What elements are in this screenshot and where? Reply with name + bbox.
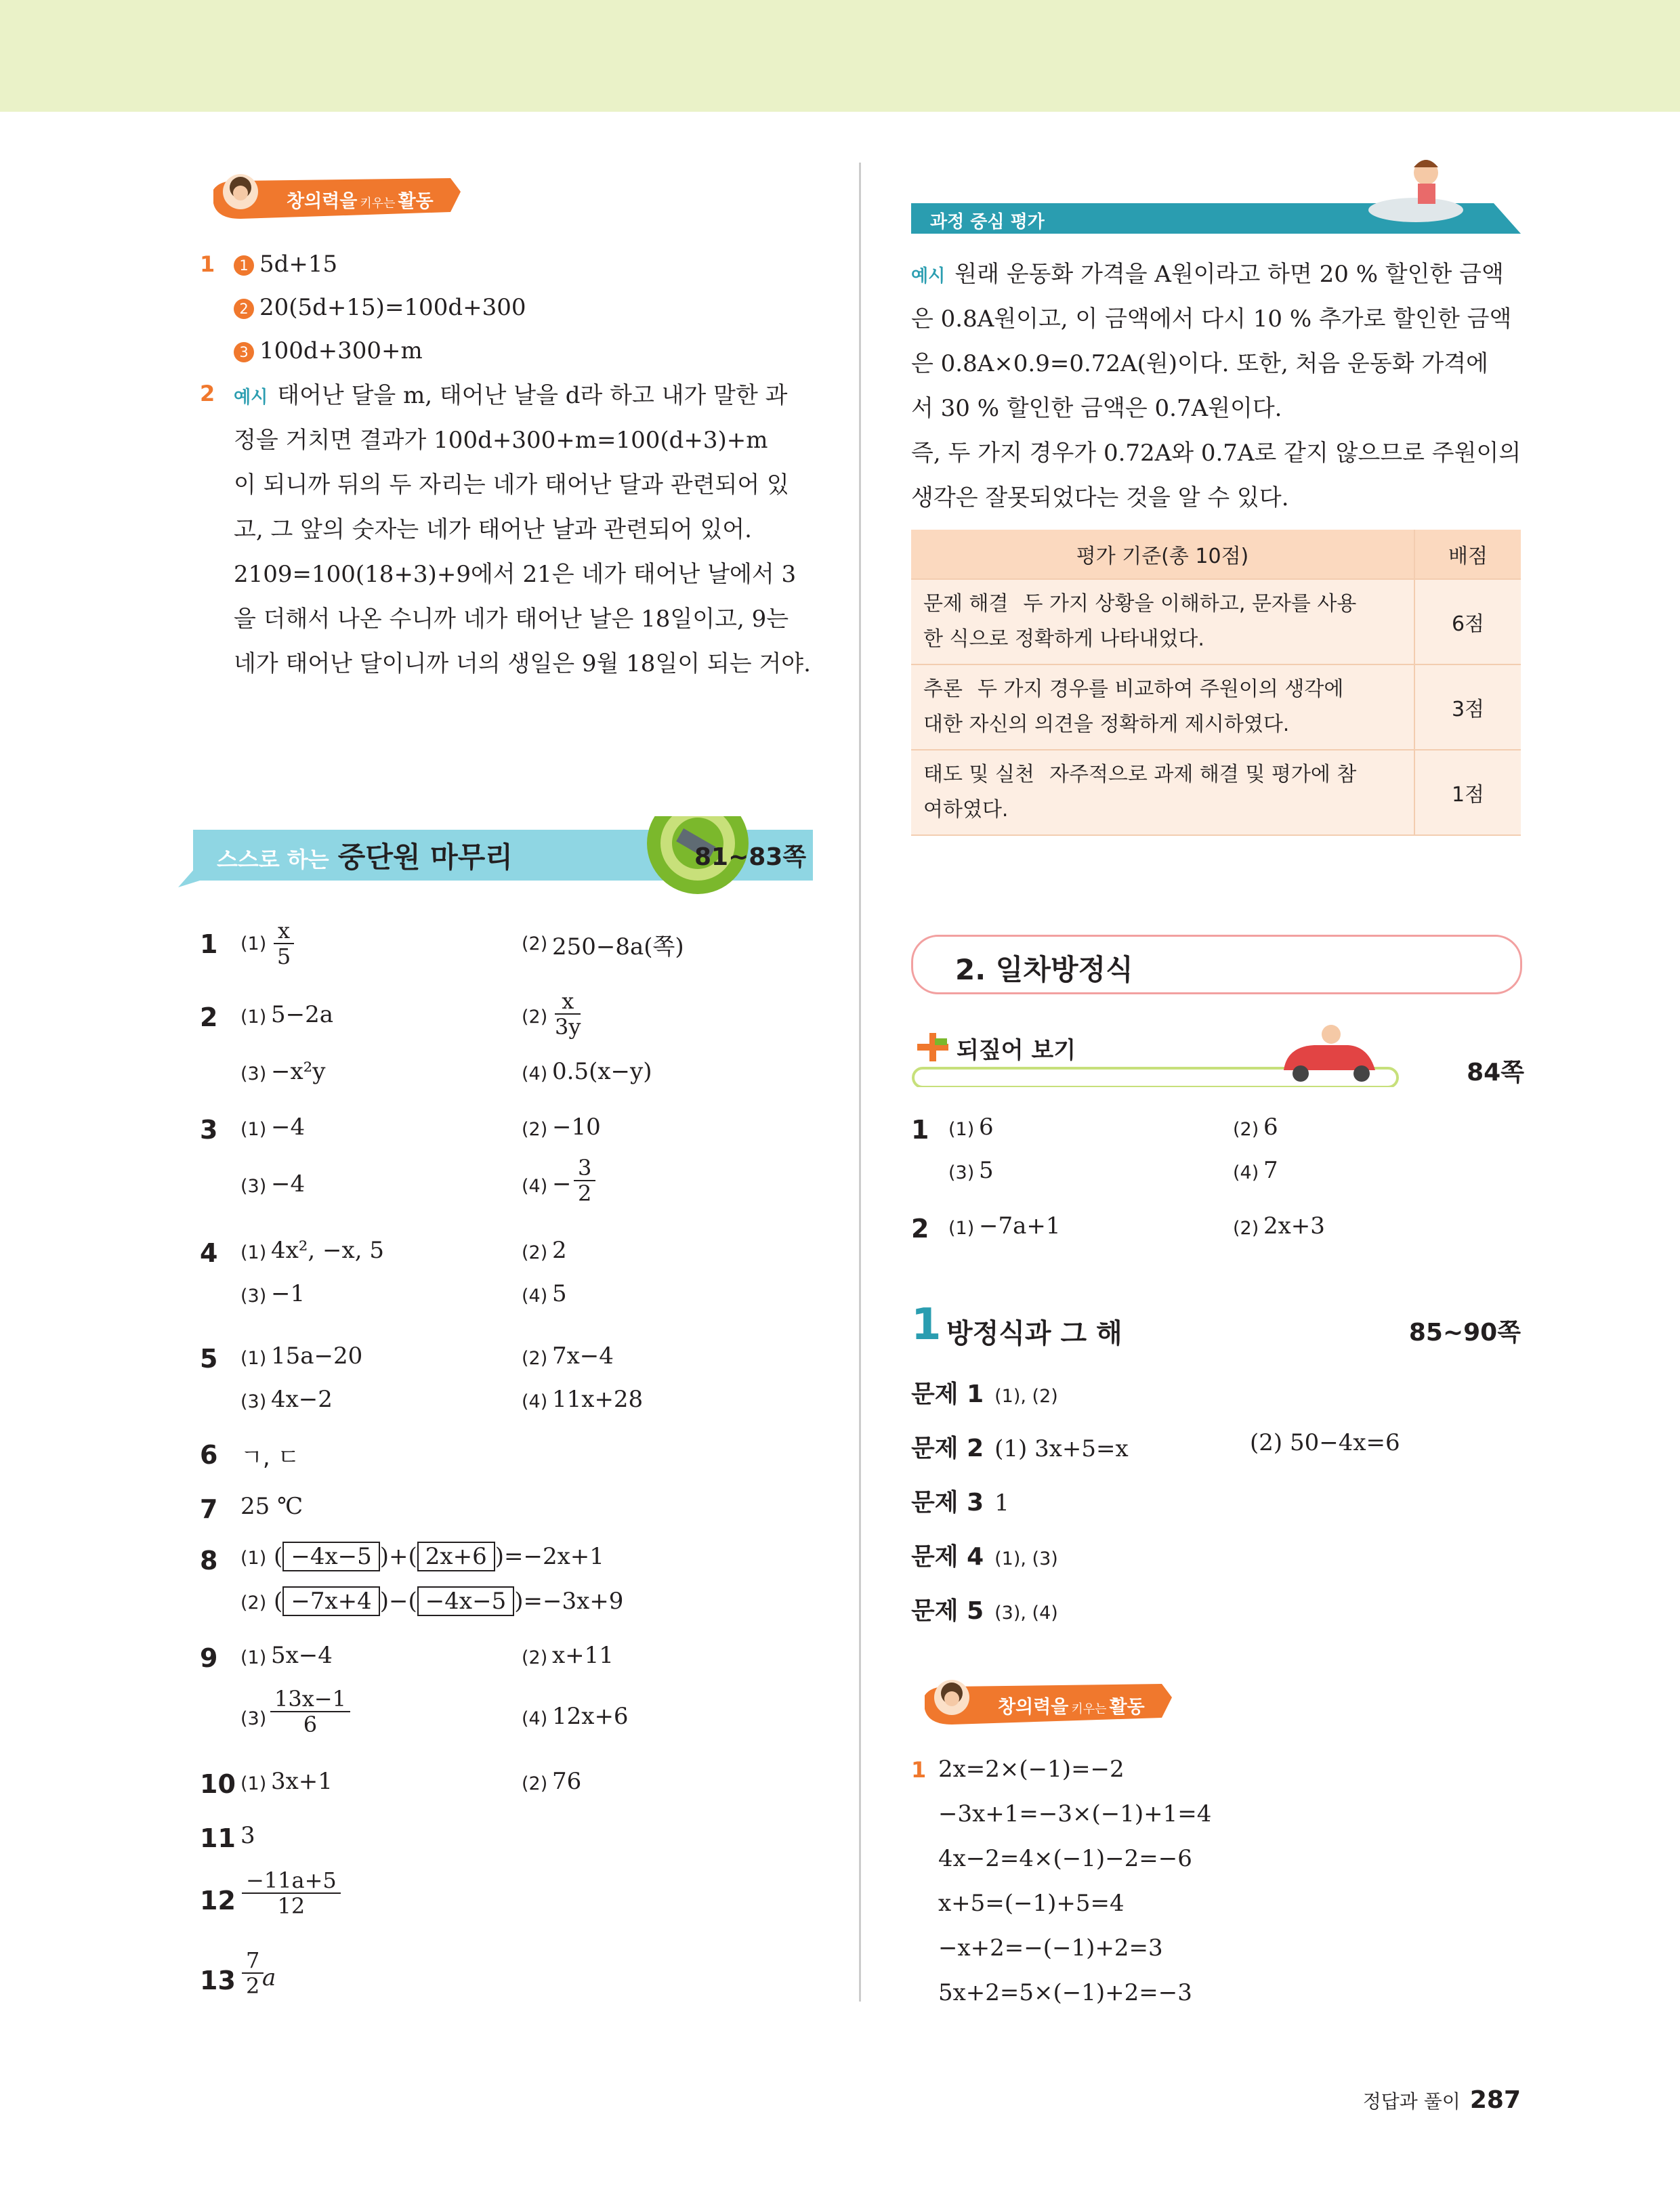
criteria-line: 여하였다. bbox=[923, 798, 1009, 822]
problem-label: 문제 2 bbox=[911, 1435, 984, 1462]
variable: a bbox=[262, 1964, 276, 1991]
criteria-line: 자주적으로 과제 해결 및 평가에 참 bbox=[1049, 763, 1357, 786]
mr-q10 bbox=[200, 1765, 810, 1806]
act-line: 5x+2=5×(−1)+2=−3 bbox=[938, 1979, 1192, 2006]
column-divider bbox=[859, 163, 861, 2002]
q2-line: 네가 태어난 달이니까 너의 생일은 9월 18일이 되는 거야. bbox=[234, 650, 811, 677]
criteria-score: 1점 bbox=[1414, 750, 1521, 835]
question-number: 1 bbox=[911, 1115, 929, 1145]
label: (2) bbox=[522, 1242, 548, 1263]
criteria-header: 평가 기준(총 10점) bbox=[911, 530, 1414, 579]
denominator: 2 bbox=[246, 1973, 260, 1999]
q2-line: 고, 그 앞의 숫자는 네가 태어난 날과 관련되어 있어. bbox=[234, 516, 752, 543]
blank-box: −7x+4 bbox=[282, 1586, 379, 1616]
eval-line: 즉, 두 가지 경우가 0.72A와 0.7A로 같지 않으므로 주원이의 bbox=[911, 440, 1521, 467]
denominator: 6 bbox=[303, 1712, 318, 1737]
mr-q3 bbox=[200, 1111, 810, 1212]
plus-icon bbox=[917, 1033, 948, 1061]
answer: 25 ℃ bbox=[240, 1493, 303, 1520]
answer: 3x+1 bbox=[271, 1768, 333, 1795]
answer-text: 20(5d+15)=100d+300 bbox=[259, 294, 526, 321]
answer: 2x+3 bbox=[1263, 1212, 1325, 1240]
fraction bbox=[555, 989, 581, 1039]
answer: 11x+28 bbox=[552, 1386, 644, 1413]
question-number: 5 bbox=[200, 1344, 218, 1374]
criteria-row bbox=[911, 750, 1521, 835]
problem-1 bbox=[911, 1375, 1058, 1410]
section-number: 1 bbox=[911, 1300, 942, 1350]
fraction bbox=[274, 918, 294, 969]
question-number: 1 bbox=[200, 929, 218, 959]
act-line: −x+2=−(−1)+2=3 bbox=[938, 1934, 1163, 1962]
question-number: 6 bbox=[200, 1440, 218, 1470]
mr-q5 bbox=[200, 1340, 810, 1428]
criteria-table bbox=[911, 530, 1521, 836]
operator: − bbox=[389, 1588, 408, 1615]
example-label: 예시 bbox=[911, 266, 946, 287]
page-footer bbox=[1287, 2086, 1521, 2114]
denominator: 3y bbox=[555, 1014, 581, 1040]
problem-answer: 1 bbox=[994, 1489, 1009, 1517]
question-number: 1 bbox=[911, 1757, 927, 1783]
answer: −4 bbox=[271, 1114, 306, 1141]
mr-q8: 8 (1) ( −4x−5 )+( 2x+6 )=−2x+1 (2) ( −7x+4 )−( −4x−5 )=−3x+9 bbox=[200, 1543, 624, 1615]
label: (3) bbox=[240, 1176, 267, 1197]
denominator: 2 bbox=[578, 1181, 592, 1206]
answer: 6 bbox=[1263, 1114, 1278, 1141]
problem-2 bbox=[911, 1429, 1521, 1464]
label: (2) bbox=[522, 1773, 548, 1794]
question-number: 2 bbox=[200, 381, 215, 406]
question-number: 11 bbox=[200, 1823, 236, 1853]
footer-label: 정답과 풀이 bbox=[1362, 2090, 1461, 2113]
criteria-score: 6점 bbox=[1414, 579, 1521, 664]
badge-tail: 활동 bbox=[398, 191, 434, 212]
denominator: 12 bbox=[277, 1893, 306, 1919]
q2-line: 태어난 달을 m, 태어난 날을 d라 하고 내가 말한 과 bbox=[277, 382, 788, 409]
label: (4) bbox=[522, 1063, 548, 1084]
circle-number-1: 1 bbox=[234, 255, 254, 276]
fraction bbox=[242, 1948, 264, 1998]
answer: 5x−4 bbox=[271, 1642, 333, 1669]
act1-q1 bbox=[200, 242, 337, 286]
answer: 7x−4 bbox=[552, 1342, 614, 1370]
unit-title-box bbox=[911, 935, 1522, 994]
label: (2) bbox=[522, 1119, 548, 1140]
unit-title: 2. 일차방정식 bbox=[955, 953, 1133, 986]
section-pages: 85~90쪽 bbox=[1408, 1319, 1521, 1347]
answer-text: 5d+15 bbox=[259, 251, 338, 278]
eval-line: 생각은 잘못되었다는 것을 알 수 있다. bbox=[911, 484, 1289, 511]
criteria-line: 한 식으로 정확하게 나타내었다. bbox=[923, 627, 1204, 651]
label: (2) bbox=[522, 1348, 548, 1369]
question-number: 3 bbox=[200, 1115, 218, 1145]
problem-answer: (1) 3x+5=x bbox=[994, 1435, 1129, 1462]
sign: − bbox=[552, 1170, 572, 1198]
eval-line: 은 0.8A×0.9=0.72A(원)이다. 또한, 처음 운동화 가격에 bbox=[911, 350, 1488, 377]
answer: 250−8a(쪽) bbox=[552, 933, 684, 960]
eval-line: 서 30 % 할인한 금액은 0.7A원이다. bbox=[911, 395, 1282, 422]
banner-pages: 81~83쪽 bbox=[694, 843, 807, 871]
answer: 0.5(x−y) bbox=[552, 1058, 652, 1085]
badge-small: 키우는 bbox=[360, 196, 396, 211]
q2-line: 정을 거치면 결과가 100d+300+m=100(d+3)+m bbox=[234, 427, 768, 454]
criteria-label: 문제 해결 bbox=[923, 592, 1009, 616]
mr-q9 bbox=[200, 1639, 810, 1754]
act-line: 4x−2=4×(−1)−2=−6 bbox=[938, 1845, 1192, 1872]
label: (1) bbox=[240, 1773, 267, 1794]
label: (3) bbox=[240, 1708, 267, 1729]
banner-prefix: 스스로 하는 bbox=[217, 847, 329, 872]
label: (1) bbox=[240, 1348, 267, 1369]
section-title: 방정식과 그 해 bbox=[946, 1318, 1122, 1349]
blank-box: 2x+6 bbox=[417, 1542, 495, 1571]
result: =−2x+1 bbox=[503, 1543, 604, 1570]
criteria-header-row bbox=[911, 530, 1521, 579]
criteria-score: 3점 bbox=[1414, 664, 1521, 750]
problem-4 bbox=[911, 1538, 1058, 1572]
criteria-row bbox=[911, 664, 1521, 750]
label: (4) bbox=[1233, 1162, 1259, 1183]
question-number: 2 bbox=[911, 1214, 929, 1244]
label: (1) bbox=[240, 1647, 267, 1668]
review-r1 bbox=[911, 1111, 1521, 1199]
answer: 2 bbox=[552, 1237, 567, 1264]
problem-5 bbox=[911, 1592, 1058, 1626]
criteria-desc bbox=[911, 664, 1414, 750]
criteria-desc bbox=[911, 579, 1414, 664]
label: (4) bbox=[522, 1708, 548, 1729]
question-number: 10 bbox=[200, 1769, 236, 1799]
q2-line: 2109=100(18+3)+9에서 21은 네가 태어난 날에서 3 bbox=[234, 561, 797, 588]
answer: 12x+6 bbox=[552, 1703, 629, 1730]
score-header: 배점 bbox=[1414, 530, 1521, 579]
activity-badge-2 bbox=[911, 1672, 1175, 1736]
badge-main: 창의력을 bbox=[998, 1697, 1069, 1718]
problem-answer: (2) 50−4x=6 bbox=[1250, 1429, 1400, 1456]
eval-line: 은 0.8A원이고, 이 금액에서 다시 10 % 추가로 할인한 금액 bbox=[911, 305, 1512, 333]
criteria-line: 두 가지 경우를 비교하여 주원이의 생각에 bbox=[977, 677, 1344, 701]
badge-tail: 활동 bbox=[1109, 1697, 1145, 1718]
q2-line: 을 더해서 나온 수니까 네가 태어난 날은 18일이고, 9는 bbox=[234, 606, 789, 633]
mr-q6 bbox=[200, 1436, 810, 1477]
operator: + bbox=[389, 1543, 408, 1570]
process-eval-header bbox=[911, 152, 1521, 240]
fraction bbox=[270, 1687, 350, 1737]
label: (1) bbox=[240, 1007, 267, 1028]
label: (2) bbox=[1233, 1119, 1259, 1140]
numerator: 3 bbox=[574, 1156, 595, 1181]
label: (3) bbox=[240, 1063, 267, 1084]
label: (3) bbox=[948, 1162, 975, 1183]
q2-line: 이 되니까 뒤의 두 자리는 네가 태어난 달과 관련되어 있 bbox=[234, 471, 789, 499]
numerator: −11a+5 bbox=[242, 1868, 341, 1894]
label: (2) bbox=[522, 933, 548, 954]
criteria-line: 대한 자신의 의견을 정확하게 제시하였다. bbox=[923, 713, 1290, 736]
answer: 4x², −x, 5 bbox=[271, 1237, 384, 1264]
process-eval-title: 과정 중심 평가 bbox=[930, 212, 1045, 232]
mr-q11 bbox=[200, 1819, 810, 1860]
problem-3 bbox=[911, 1483, 1009, 1518]
review-pages: 84쪽 bbox=[1467, 1059, 1524, 1086]
criteria-row bbox=[911, 579, 1521, 664]
midreview-banner bbox=[173, 816, 813, 897]
blank-box: −4x−5 bbox=[282, 1542, 379, 1571]
label: (2) bbox=[1233, 1218, 1259, 1239]
mr-q1 bbox=[200, 918, 810, 973]
question-number: 2 bbox=[200, 1002, 218, 1032]
mr-q12 bbox=[200, 1868, 810, 1929]
top-band bbox=[0, 0, 1680, 112]
label: (4) bbox=[522, 1176, 548, 1197]
act1-q1-b bbox=[234, 286, 526, 329]
review-r2 bbox=[911, 1210, 1521, 1250]
answer: 5 bbox=[979, 1157, 994, 1184]
problem-answer: (1), (2) bbox=[994, 1386, 1058, 1407]
review-header bbox=[908, 1006, 1524, 1087]
activity-badge bbox=[200, 166, 464, 230]
circle-number-3: 3 bbox=[234, 342, 254, 362]
question-number: 9 bbox=[200, 1643, 218, 1673]
problem-label: 문제 5 bbox=[911, 1597, 984, 1625]
answer: 15a−20 bbox=[271, 1342, 363, 1370]
mr-q13 bbox=[200, 1948, 810, 2009]
question-number: 7 bbox=[200, 1494, 218, 1524]
act-line: x+5=(−1)+5=4 bbox=[938, 1890, 1125, 1917]
problem-label: 문제 3 bbox=[911, 1489, 984, 1517]
mr-q2 bbox=[200, 988, 810, 1097]
answer-text: 100d+300+m bbox=[259, 337, 423, 364]
circle-number-2: 2 bbox=[234, 299, 254, 319]
problem-answer: (3), (4) bbox=[994, 1603, 1058, 1624]
act1-q1-c bbox=[234, 329, 423, 373]
answer: 5−2a bbox=[271, 1001, 334, 1028]
fraction bbox=[574, 1156, 595, 1206]
label: (1) bbox=[948, 1218, 975, 1239]
answer: 76 bbox=[552, 1768, 582, 1795]
answer: −x²y bbox=[271, 1058, 326, 1085]
label: (1) bbox=[948, 1119, 975, 1140]
label: (1) bbox=[240, 1548, 267, 1569]
question-number: 4 bbox=[200, 1238, 218, 1268]
numerator: 13x−1 bbox=[270, 1687, 350, 1712]
criteria-line: 두 가지 상황을 이해하고, 문자를 사용 bbox=[1023, 592, 1357, 616]
section-header bbox=[911, 1300, 1521, 1358]
question-number: 13 bbox=[200, 1966, 236, 1995]
label: (4) bbox=[522, 1391, 548, 1412]
label: (1) bbox=[240, 1119, 267, 1140]
criteria-desc bbox=[911, 750, 1414, 835]
answer: −7a+1 bbox=[979, 1212, 1061, 1240]
mr-q4 bbox=[200, 1234, 810, 1322]
fraction bbox=[242, 1868, 341, 1918]
label: (3) bbox=[240, 1286, 267, 1307]
problem-label: 문제 4 bbox=[911, 1543, 984, 1571]
problem-label: 문제 1 bbox=[911, 1380, 984, 1408]
numerator: 7 bbox=[242, 1948, 264, 1974]
label: (1) bbox=[240, 933, 267, 954]
girl-cooking-icon bbox=[1368, 198, 1463, 222]
label: (3) bbox=[240, 1391, 267, 1412]
page-number: 287 bbox=[1469, 2086, 1521, 2114]
criteria-label: 추론 bbox=[923, 677, 963, 701]
review-title: 되짚어 보기 bbox=[957, 1037, 1076, 1064]
answer: −10 bbox=[552, 1114, 601, 1141]
denominator: 5 bbox=[276, 944, 291, 969]
answer: x+11 bbox=[552, 1642, 614, 1669]
question-number: 1 bbox=[200, 251, 215, 277]
badge-small: 키우는 bbox=[1071, 1702, 1107, 1716]
question-number: 12 bbox=[200, 1886, 236, 1916]
result: =−3x+9 bbox=[523, 1588, 624, 1615]
label: (4) bbox=[522, 1286, 548, 1307]
example-label: 예시 bbox=[234, 387, 268, 408]
label: (2) bbox=[240, 1592, 267, 1613]
answer: 6 bbox=[979, 1114, 994, 1141]
banner-title: 중단원 마무리 bbox=[337, 841, 513, 874]
act-line: −3x+1=−3×(−1)+1=4 bbox=[938, 1800, 1212, 1827]
numerator: x bbox=[274, 918, 294, 944]
answer: 4x−2 bbox=[271, 1386, 333, 1413]
problem-answer: (1), (3) bbox=[994, 1548, 1058, 1569]
eval-line: 원래 운동화 가격을 A원이라고 하면 20 % 할인한 금액 bbox=[954, 261, 1504, 288]
label: (2) bbox=[522, 1007, 548, 1028]
act-line: 2x=2×(−1)=−2 bbox=[938, 1756, 1125, 1783]
answer: ㄱ, ㄷ bbox=[240, 1444, 300, 1471]
badge-main: 창의력을 bbox=[287, 191, 358, 212]
answer: 7 bbox=[1263, 1157, 1278, 1184]
label: (1) bbox=[240, 1242, 267, 1263]
label: (2) bbox=[522, 1647, 548, 1668]
criteria-label: 태도 및 실천 bbox=[923, 763, 1034, 786]
answer: −4 bbox=[271, 1170, 306, 1198]
answer: 3 bbox=[240, 1822, 255, 1849]
mr-q7 bbox=[200, 1490, 810, 1531]
answer: −1 bbox=[271, 1280, 306, 1307]
blank-box: −4x−5 bbox=[417, 1586, 514, 1616]
question-number: 8 bbox=[200, 1546, 218, 1575]
numerator: x bbox=[555, 989, 581, 1015]
answer: 5 bbox=[552, 1280, 567, 1307]
